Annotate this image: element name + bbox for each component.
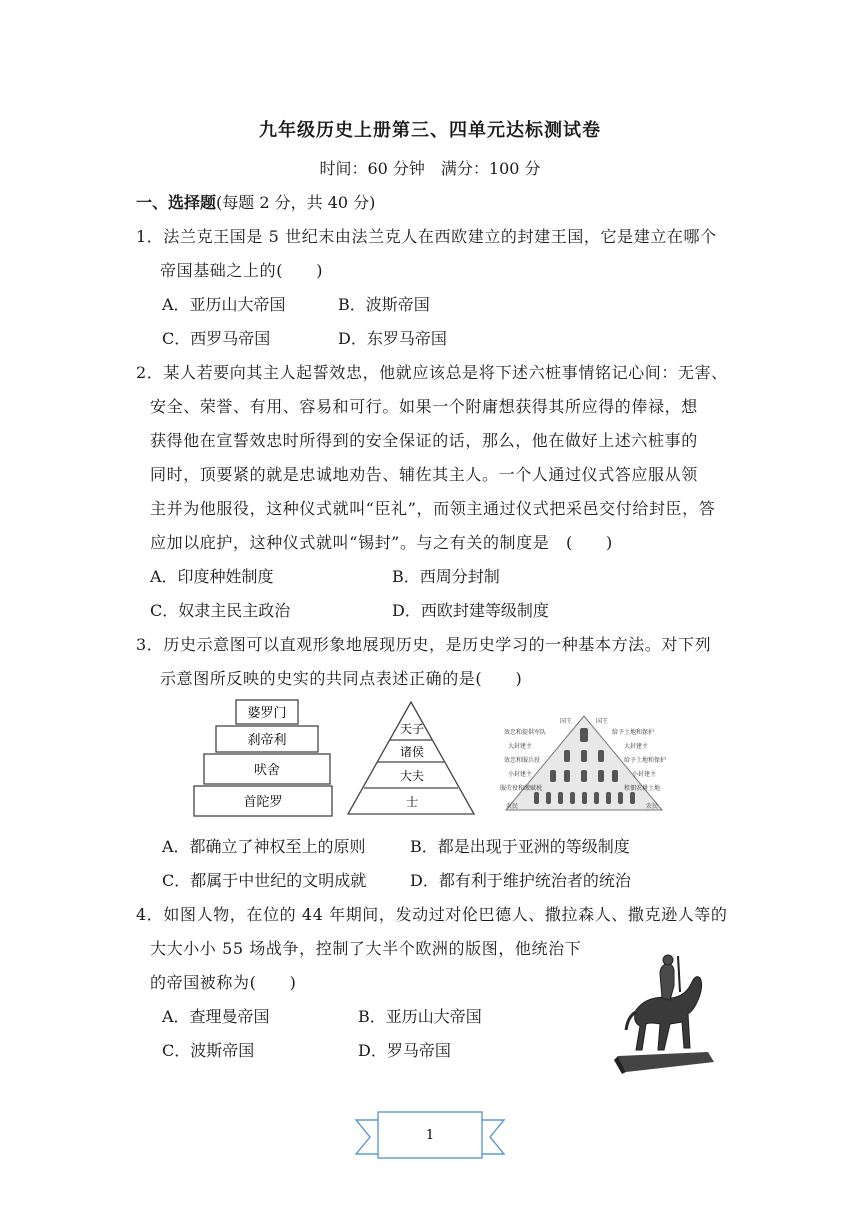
question-3-option-b: B．都是出现于亚洲的等级制度 [410,837,630,856]
question-2-option-c: C．奴隶主民主政治 [150,601,291,620]
page-number-ribbon [354,1108,506,1166]
page-title: 九年级历史上册第三、四单元达标测试卷 [259,120,601,141]
question-4-line-2: 大大小小 55 场战争，控制了大半个欧洲的版图，他统治下 [150,939,582,958]
question-2-line-3: 获得他在宣誓效忠时所得到的安全保证的话，那么，他在做好上述六桩事的 [150,431,698,450]
question-3-option-c: C．都属于中世纪的文明成就 [162,871,367,890]
question-4-option-c: C．波斯帝国 [162,1041,255,1060]
feudal-top-label: 国王 [560,718,573,725]
question-1-option-a: A．亚历山大帝国 [162,295,286,314]
question-4-option-a: A．查理曼帝国 [162,1007,270,1026]
feudal-left-6: 农民 [506,803,519,810]
question-1-line-1: 1．法兰克王国是 5 世纪末由法兰克人在西欧建立的封建王国，它是建立在哪个 [136,227,717,246]
exam-time-score: 时间：60 分钟 满分：100 分 [319,159,541,178]
equestrian-statue-image [612,952,716,1076]
feudal-left-2: 大封建主 [508,743,533,750]
feudal-right-7: 农民 [646,803,659,810]
feudal-right-3: 大封建主 [624,743,649,750]
question-3-option-d: D．都有利于维护统治者的统治 [410,871,631,890]
feudal-left-5: 服劳役和缴赋税 [500,785,543,792]
feudal-pyramid-illustration [500,712,668,812]
feudal-right-2: 给予土地和保护 [612,729,655,736]
feudal-right-6: 租佃农耕土地 [624,785,661,792]
question-2-line-4: 同时，顶要紧的就是忠诚地劝告、辅佐其主人。一个人通过仪式答应服从领 [150,465,698,484]
question-2-line-2: 安全、荣誉、有用、容易和可行。如果一个附庸想获得其所应得的俸禄，想 [150,397,698,416]
question-4-option-b: B．亚历山大帝国 [358,1007,482,1026]
zhou-hierarchy-triangle [346,700,476,816]
caste-level-1: 婆罗门 [247,706,287,721]
question-1-option-d: D．东罗马帝国 [338,329,447,348]
question-2-line-1: 2．某人若要向其主人起誓效忠，他就应该总是将下述六桩事情铭记心间：无害、 [136,363,728,382]
section-title: 一、选择题 [136,193,217,212]
section-heading [136,190,375,213]
question-2-option-d: D．西欧封建等级制度 [392,601,549,620]
feudal-right-1: 国王 [596,718,609,725]
question-2-line-5: 主并为他服役，这种仪式就叫“臣礼”，而领主通过仪式把采邑交付给封臣，答 [150,499,716,518]
question-1-option-c: C．西罗马帝国 [162,329,271,348]
feudal-left-1: 效忠和提供军队 [504,729,547,736]
zhou-level-3: 大夫 [399,769,425,783]
caste-level-2: 刹帝利 [247,733,287,748]
question-1-option-b: B．波斯帝国 [338,295,430,314]
question-4-option-d: D．罗马帝国 [358,1041,451,1060]
question-3-line-2: 示意图所反映的史实的共同点表述正确的是( ) [160,669,523,688]
caste-level-3: 吠舍 [253,763,281,778]
page-number: 1 [425,1128,435,1143]
question-1-line-2: 帝国基础之上的( ) [160,261,324,280]
feudal-left-3: 效忠和服兵役 [504,757,541,764]
question-3-option-a: A．都确立了神权至上的原则 [162,837,366,856]
caste-pyramid-diagram [190,696,334,820]
zhou-level-1: 天子 [399,722,425,736]
zhou-level-2: 诸侯 [399,745,425,759]
caste-level-4: 首陀罗 [243,795,283,810]
question-2-option-a: A．印度种姓制度 [150,567,274,586]
question-3-line-1: 3．历史示意图可以直观形象地展现历史，是历史学习的一种基本方法。对下列 [136,635,712,654]
feudal-right-5: 小封建主 [632,771,657,778]
feudal-left-4: 小封建主 [508,771,533,778]
question-2-option-b: B．西周分封制 [392,567,500,586]
zhou-level-4: 士 [405,795,419,809]
question-4-line-1: 4．如图人物，在位的 44 年期间，发动过对伦巴德人、撒拉森人、撒克逊人等的 [136,905,728,924]
question-4-line-3: 的帝国被称为( ) [150,973,297,992]
section-note: (每题 2 分，共 40 分) [216,193,376,212]
feudal-right-4: 给予土地和保护 [624,757,667,764]
question-2-line-6: 应加以庇护，这种仪式就叫“锡封”。与之有关的制度是 ( ) [150,533,613,552]
